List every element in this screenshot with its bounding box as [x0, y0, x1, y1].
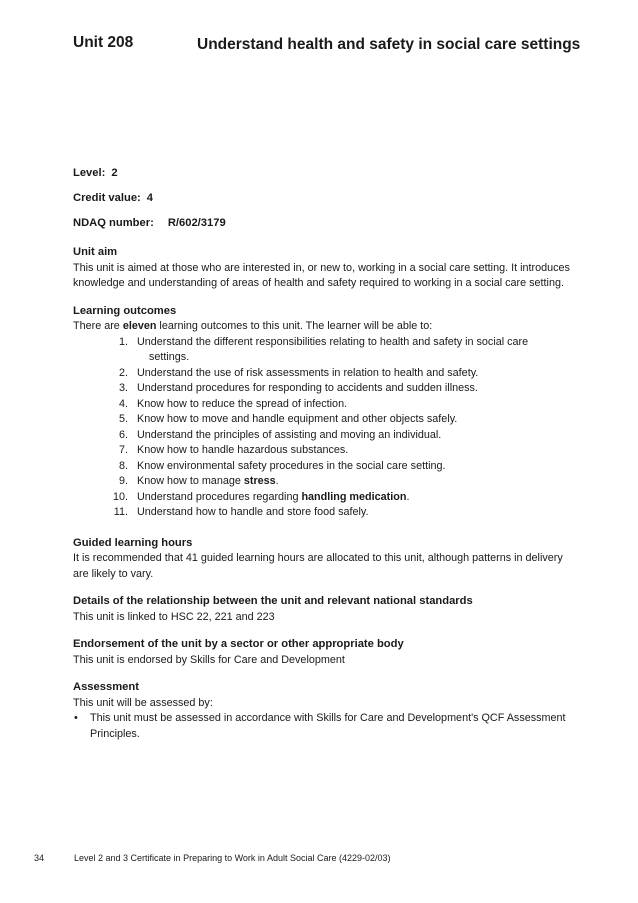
credit-value: 4 [146, 192, 153, 204]
unit-aim-text: This unit is aimed at those who are interested in, or new to, working in a social care setting. It introduces knowledge and understanding of areas of health and safety required to working in a social care setting. [73, 261, 570, 289]
list-item-text: Know how to manage [137, 475, 244, 487]
list-item-text: This unit must be assessed in accordance with Skills for Care and Development's QCF Assessment Principles. [90, 712, 566, 740]
learning-outcomes-intro [73, 319, 573, 335]
level-row [73, 166, 573, 181]
list-item-text: Know how to reduce the spread of infection. [137, 397, 348, 410]
list-item-number: 4. [118, 397, 128, 410]
guided-hours-text: It is recommended that 41 guided learning hours are allocated to this unit, although patterns in delivery are likely to vary. [73, 552, 563, 580]
endorsement-text: This unit is endorsed by Skills for Care and Development [73, 653, 345, 666]
list-item [106, 397, 573, 413]
learning-outcomes-list [73, 335, 573, 521]
guided-hours-title: Guided learning hours [73, 536, 193, 549]
page-footer [34, 853, 391, 863]
intro-count: eleven [122, 320, 157, 332]
list-item [106, 505, 573, 521]
list-item-continuation: settings. [149, 351, 190, 363]
national-standards-section [73, 594, 573, 625]
list-item-number: 5. [118, 413, 128, 425]
list-item-number: 11. [113, 506, 128, 518]
national-standards-title: Details of the relationship between the unit and relevant national standards [73, 595, 473, 607]
list-item-number: 8. [118, 459, 128, 472]
list-item [106, 366, 573, 382]
list-item-number: 10. [112, 490, 128, 503]
list-item-text: Know how to handle hazardous substances. [137, 444, 349, 456]
guided-hours-section [73, 536, 573, 583]
ndaq-value: R/602/3179 [167, 217, 226, 229]
list-item [106, 443, 573, 459]
list-item [106, 428, 573, 444]
list-item-number: 6. [118, 428, 128, 441]
intro-text-before: There are [73, 320, 123, 332]
page-number: 34 [34, 853, 45, 863]
ndaq-row [73, 216, 573, 231]
list-item-number: 7. [118, 444, 128, 456]
list-item [106, 335, 573, 366]
unit-title: Understand health and safety in social care settings [197, 36, 581, 53]
list-item-text: Understand the different responsibilities relating to health and safety in social care [137, 335, 529, 348]
list-item [73, 711, 573, 742]
assessment-intro: This unit will be assessed by: [73, 696, 213, 709]
level-label: Level: [73, 167, 106, 179]
list-item [106, 412, 573, 428]
bullet-icon: • [74, 712, 78, 724]
unit-aim-title: Unit aim [73, 246, 118, 258]
list-item-end: . [406, 490, 410, 503]
list-item-text: Understand procedures regarding [137, 490, 302, 503]
list-item-end: . [275, 475, 279, 487]
learning-outcomes-title: Learning outcomes [73, 304, 177, 317]
national-standards-text: This unit is linked to HSC 22, 221 and 223 [73, 610, 275, 623]
credit-row [73, 191, 573, 206]
list-item-text: Know how to move and handle equipment and other objects safely. [137, 413, 458, 425]
list-item-text: Understand how to handle and store food safely. [137, 506, 369, 518]
intro-text-after: learning outcomes to this unit. The learner will be able to: [156, 320, 433, 332]
list-item-emphasis: handling medication [301, 490, 407, 503]
unit-aim-section [73, 245, 573, 292]
list-item [106, 381, 573, 397]
credit-label: Credit value: [73, 192, 141, 204]
list-item [106, 474, 573, 490]
list-item [106, 490, 573, 506]
level-value: 2 [111, 167, 118, 179]
list-item [106, 459, 573, 475]
list-item-text: Understand procedures for responding to accidents and sudden illness. [137, 382, 478, 394]
endorsement-section [73, 637, 573, 668]
list-item-text: Understand the principles of assisting and moving an individual. [137, 428, 442, 441]
assessment-section [73, 680, 573, 742]
list-item-text: Know environmental safety procedures in the social care setting. [137, 459, 446, 472]
footer-text: Level 2 and 3 Certificate in Preparing to Work in Adult Social Care (4229-02/03) [74, 853, 391, 863]
assessment-list [73, 711, 573, 742]
list-item-number: 1. [118, 335, 128, 348]
list-item-number: 3. [118, 382, 128, 394]
assessment-title: Assessment [73, 681, 139, 693]
ndaq-label: NDAQ number: [73, 217, 154, 229]
endorsement-title: Endorsement of the unit by a sector or other appropriate body [73, 638, 404, 650]
list-item-text: Understand the use of risk assessments in relation to health and safety. [137, 366, 479, 379]
list-item-emphasis: stress [243, 475, 276, 487]
learning-outcomes-section [73, 304, 573, 521]
unit-number: Unit 208 [73, 34, 134, 51]
list-item-number: 9. [118, 475, 128, 487]
list-item-number: 2. [118, 366, 128, 379]
unit-content [73, 166, 573, 742]
